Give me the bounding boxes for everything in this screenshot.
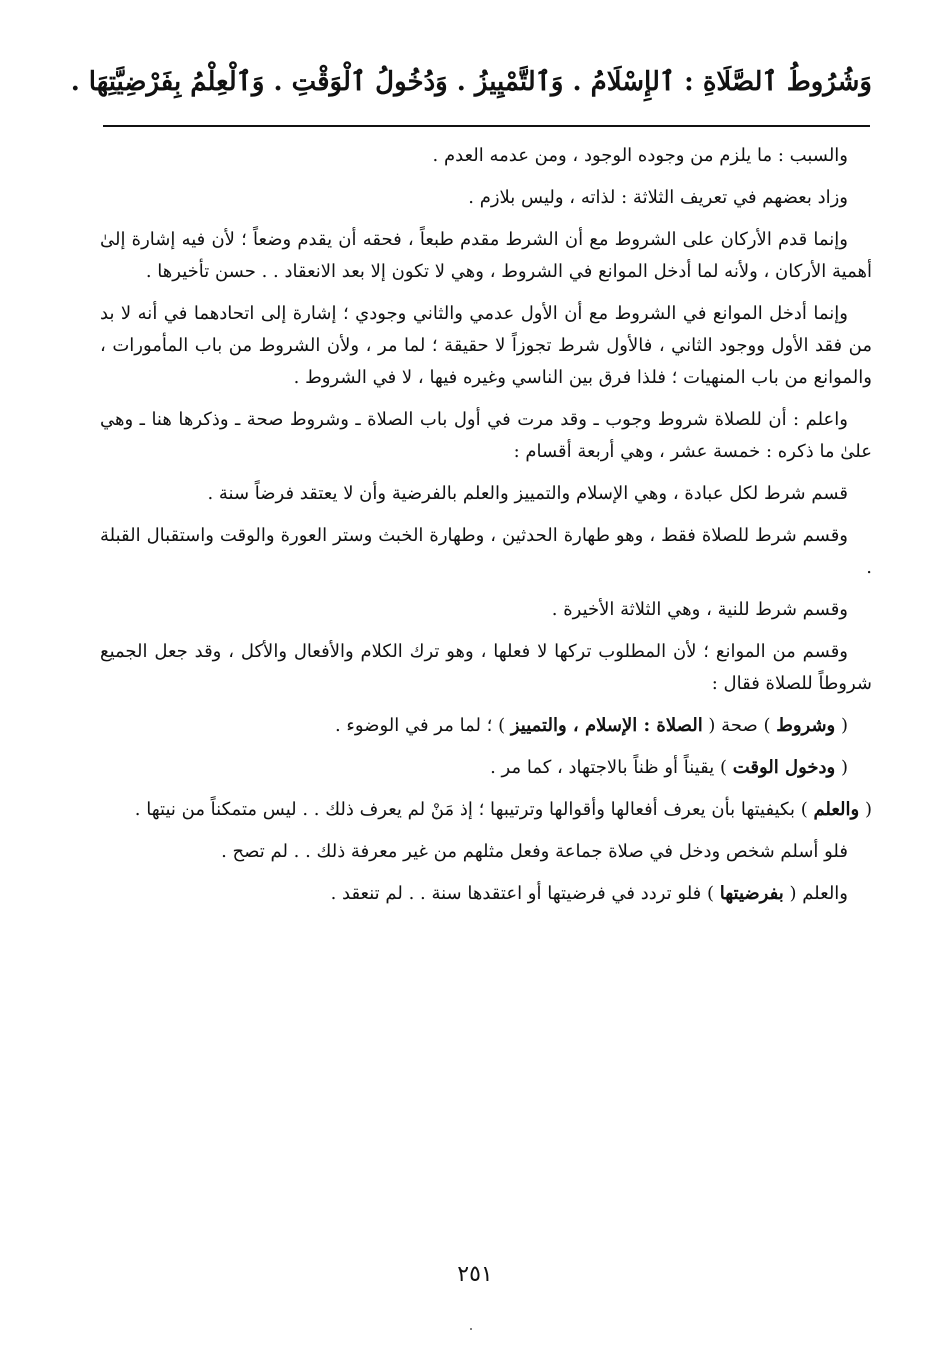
matn-quote: ودخول الوقت [732,757,836,778]
scan-speck [470,1328,472,1330]
text-run: ) ؛ لما مر في الوضوء . [334,715,511,736]
page-number: ٢٥١ [457,1262,493,1287]
text-run: ) بكيفيتها بأن يعرف أفعالها وأقوالها وترتيبها ؛ إذ مَنْ لم يعرف ذلك . . ليس متمكناً من نيتها . [134,799,814,820]
matn-quote-line [100,710,872,742]
paragraph: واعلم : أن للصلاة شروط وجوب ـ وقد مرت في أول باب الصلاة ـ وشروط صحة ـ وذكرها هنا ـ وهي علىٰ ما ذكره : خمسة عشر ، وهي أربعة أقسام : [100,409,872,462]
matn-quote: والعلم [813,799,860,820]
paragraph: فلو أسلم شخص ودخل في صلاة جماعة وفعل مثلهم من غير معرفة ذلك . . لم تصح . [221,841,848,862]
text-run: ( [859,799,872,820]
matn-header-line: وَشُرُوطُ ٱلصَّلَاةِ : ٱلإِسْلَامُ . وَٱلتَّمْيِيزُ . وَدُخُولُ ٱلْوَقْتِ . وَٱلْعِلْمُ بِفَرْضِيَّتِهَا . [70,67,872,97]
paragraph: وقسم من الموانع ؛ لأن المطلوب تركها لا فعلها ، وهو ترك الكلام والأفعال والأكل ، وقد جعل الجميع شروطاً للصلاة فقال : [100,641,872,694]
commentary-body [100,140,872,920]
paragraph: وإنما أدخل الموانع في الشروط مع أن الأول عدمي والثاني وجودي ؛ إشارة إلى اتحادهما في أنه لا بد من فقد الأول ووجود الثاني ، فالأول شرط تجوزاً لا حقيقة ؛ لما مر ، ولأن الشروط من باب المأمورات ، والموانع من باب المنهيات ؛ فلذا فرق بين الناسي وغيره فيها ، لا في الشروط . [100,303,872,388]
matn-quote-line [100,878,872,910]
matn-quote: وشروط [776,715,836,736]
paragraph: وقسم شرط للنية ، وهي الثلاثة الأخيرة . [551,599,848,620]
matn-quote: بفرضيتها [719,883,784,904]
paragraph: وقسم شرط للصلاة فقط ، وهو طهارة الحدثين ، وطهارة الخبث وستر العورة والوقت واستقبال القبلة . [100,525,872,578]
text-run: ( [835,715,848,736]
text-run: ) يقيناً أو ظناً بالاجتهاد ، كما مر . [490,757,733,778]
matn-quote-line [100,752,872,784]
text-run: ) فلو تردد في فرضيتها أو اعتقدها سنة . . لم تنعقد . [330,883,720,904]
paragraph: وإنما قدم الأركان على الشروط مع أن الشرط مقدم طبعاً ، فحقه أن يقدم وضعاً ؛ لأن فيه إشارة إلىٰ أهمية الأركان ، ولأنه لما أدخل الموانع في الشروط ، وهي لا تكون إلا بعد الانعقاد . . حسن تأخيرها . [100,229,872,282]
matn-quote-line [100,794,872,826]
matn-quote: الصلاة : الإسلام ، والتمييز [510,715,703,736]
text-run: والعلم ( [783,883,848,904]
text-run: ) صحة ( [702,715,777,736]
paragraph: قسم شرط لكل عبادة ، وهي الإسلام والتمييز والعلم بالفرضية وأن لا يعتقد فرضاً سنة . [207,483,848,504]
text-run: ( [835,757,848,778]
header-divider [103,125,870,127]
paragraph: وزاد بعضهم في تعريف الثلاثة : لذاته ، وليس بلازم . [468,187,848,208]
paragraph: والسبب : ما يلزم من وجوده الوجود ، ومن عدمه العدم . [432,145,848,166]
